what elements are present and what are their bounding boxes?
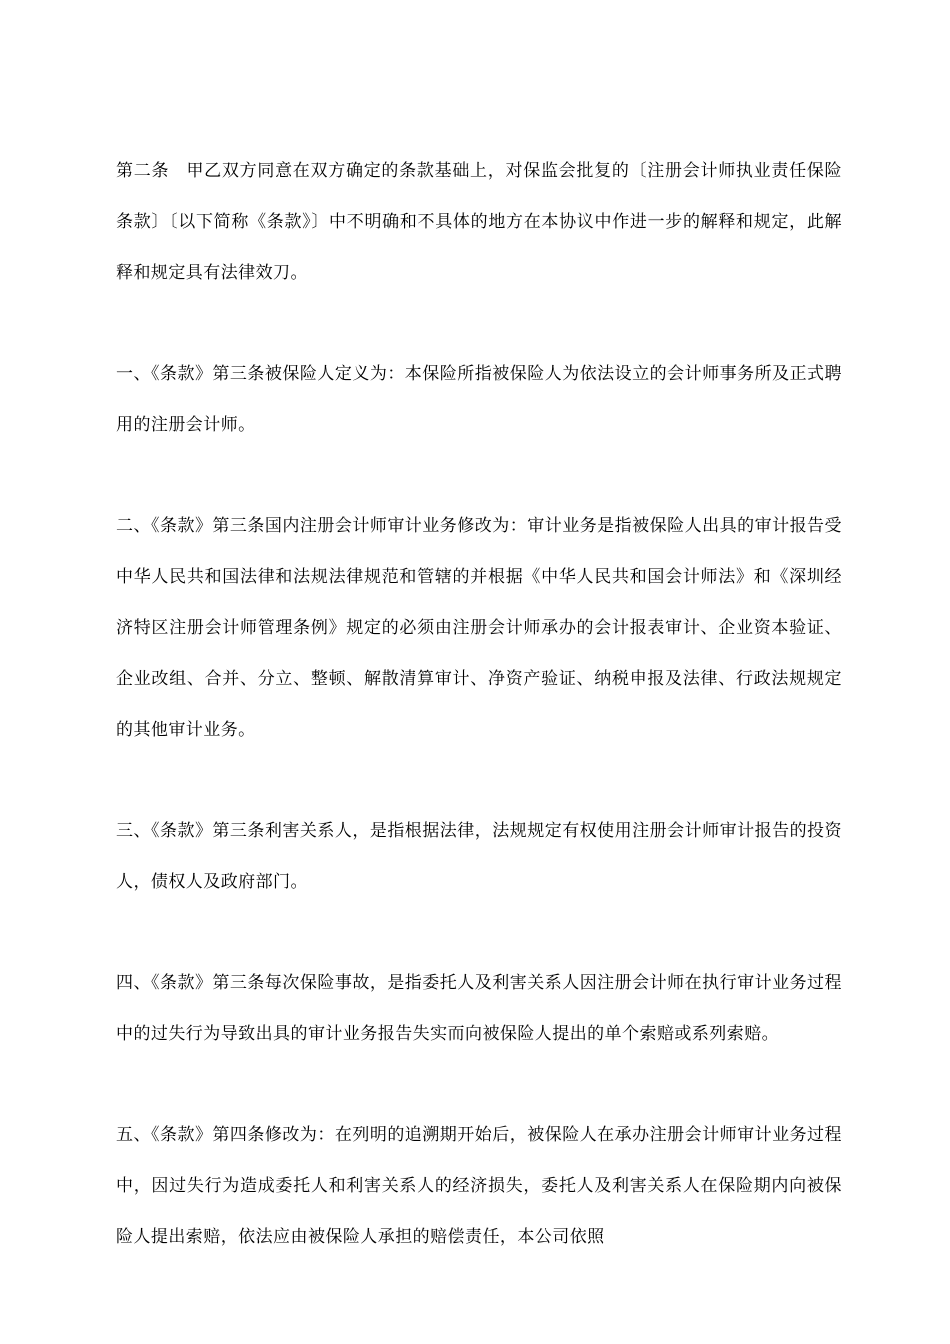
paragraph-text: 四、《条款》第三条每次保险事故，是指委托人及利害关系人因注册会计师在执行审计业务过程中的过失行为导致出具的审计业务报告失实而向被保险人提出的单个索赔或系列索赔。 <box>116 973 842 1044</box>
paragraph-text: 一、《条款》第三条被保险人定义为：本保险所指被保险人为依法设立的会计师事务所及正式聘用的注册会计师。 <box>116 364 842 435</box>
paragraph-item-5 <box>116 1110 842 1263</box>
paragraph-text: 五、《条款》第四条修改为：在列明的追溯期开始后，被保险人在承办注册会计师审计业务过程中，因过失行为造成委托人和利害关系人的经济损失，委托人及利害关系人在保险期内向被保险人提出索赔，依法应由被保险人承担的赔偿责任，本公司依照 <box>116 1125 842 1247</box>
paragraph-text: 三、《条款》第三条利害关系人，是指根据法律，法规规定有权使用注册会计师审计报告的投资人，债权人及政府部门。 <box>116 821 842 892</box>
document-body <box>116 146 842 1263</box>
paragraph-article-2 <box>116 146 842 299</box>
article-number: 第二条 <box>116 161 170 181</box>
paragraph-item-1 <box>116 349 842 451</box>
paragraph-item-3 <box>116 806 842 908</box>
paragraph-item-2 <box>116 501 842 756</box>
paragraph-text: 甲乙双方同意在双方确定的条款基础上，对保监会批复的〔注册会计师执业责任保险条款〕〔以下简称《条款》〕中不明确和不具体的地方在本协议中作进一步的解释和规定，此解释和规定具有法律效刀。 <box>116 161 842 283</box>
paragraph-text: 二、《条款》第三条国内注册会计师审计业务修改为：审计业务是指被保险人出具的审计报告受中华人民共和国法律和法规法律规范和管辖的并根据《中华人民共和国会计师法》和《深圳经济特区注册会计师管理条例》规定的必须由注册会计师承办的会计报表审计、企业资本验证、企业改组、合并、分立、整顿、解散清算审计、净资产验证、纳税申报及法律、行政法规规定的其他审计业务。 <box>116 516 842 740</box>
paragraph-item-4 <box>116 958 842 1060</box>
